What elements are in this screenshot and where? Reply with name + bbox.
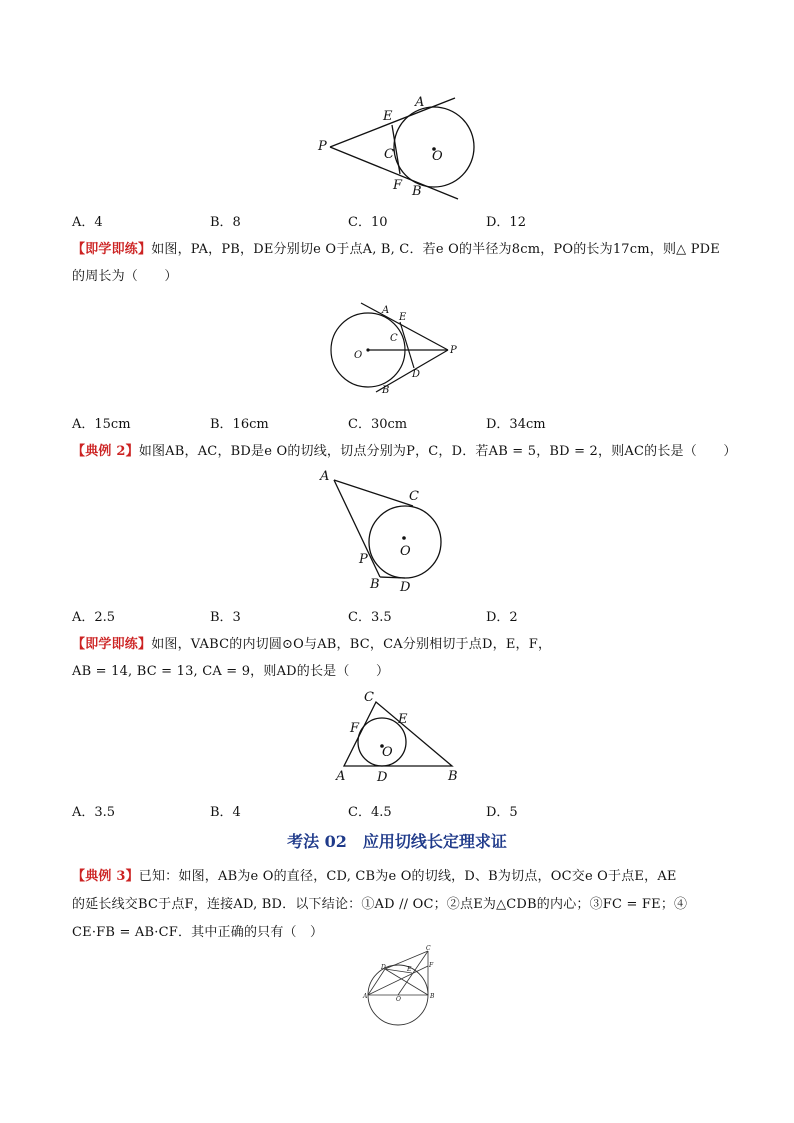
- circle-o: [369, 506, 441, 578]
- option-c[interactable]: C．10: [348, 215, 388, 230]
- example-3-line-2: [72, 893, 687, 912]
- option-c[interactable]: C．3.5: [348, 610, 392, 625]
- label-o: O: [354, 350, 363, 361]
- tangent-line-ac: [334, 480, 413, 506]
- center-point: [402, 536, 406, 540]
- practice-2-text-1: 如图，VABC的内切圆⊙O与AB，BC，CA分别相切于点D，E，F，: [151, 637, 552, 652]
- figure-3-tangent-diagram: [315, 466, 455, 596]
- practice-1-text-2: 的周长为（ ）: [72, 269, 178, 284]
- practice-2-line-1: [72, 633, 551, 652]
- label-f: F: [429, 962, 434, 969]
- label-o: O: [396, 996, 401, 1003]
- option-a[interactable]: A．2.5: [72, 610, 116, 625]
- option-a[interactable]: A．3.5: [72, 805, 116, 820]
- label-d: D: [377, 770, 388, 785]
- label-c: C: [384, 147, 394, 162]
- label-b: B: [430, 993, 435, 1000]
- label-o: O: [400, 544, 411, 559]
- option-b[interactable]: B．16cm: [210, 417, 269, 432]
- label-c: C: [364, 690, 374, 705]
- example-3-text-2: 的延长线交BC于点F，连接AD, BD．以下结论：①AD // OC；②点E为△CDB的内心；③FC = FE；④: [72, 897, 688, 912]
- label-a: A: [320, 469, 330, 484]
- tangent-line-ap: [334, 480, 380, 577]
- label-o: O: [382, 745, 393, 760]
- line-af: [368, 966, 428, 995]
- label-a: A: [336, 769, 346, 784]
- practice-tag: 【即学即练】: [72, 242, 152, 257]
- label-c: C: [409, 489, 419, 504]
- label-b: B: [448, 769, 458, 784]
- label-a: A: [363, 993, 368, 1000]
- option-a[interactable]: A．15cm: [72, 417, 131, 432]
- label-e: E: [407, 966, 412, 973]
- option-d[interactable]: D．2: [486, 610, 518, 625]
- label-p: P: [318, 139, 327, 154]
- label-e: E: [399, 312, 407, 323]
- option-a[interactable]: A．4: [72, 215, 103, 230]
- example-3-line-3: [72, 921, 323, 940]
- label-a: A: [382, 305, 390, 316]
- label-e: E: [398, 712, 408, 727]
- example-2-line-1: [72, 440, 737, 459]
- label-b: B: [370, 577, 380, 592]
- option-b[interactable]: B．3: [210, 610, 241, 625]
- figure-2-tangent-diagram: [326, 300, 466, 400]
- label-b: B: [412, 184, 422, 199]
- center-point: [366, 348, 369, 351]
- section-title: 考法 02 应用切线长定理求证: [287, 832, 507, 851]
- practice-1-line-1: [72, 238, 720, 257]
- option-d[interactable]: D．12: [486, 215, 526, 230]
- option-b[interactable]: B．4: [210, 805, 241, 820]
- figure-1-tangent-diagram: [310, 92, 480, 202]
- label-c: C: [390, 333, 398, 344]
- practice-tag: 【即学即练】: [72, 637, 152, 652]
- example-2-text-1: 如图AB，AC，BD是e O的切线，切点分别为P，C，D．若AB = 5，BD = 2，则AC的长是（ ）: [138, 444, 737, 459]
- example-3-text-1: 已知：如图，AB为e O的直径，CD, CB为e O的切线，D、B为切点，OC交e O于点E，AE: [138, 869, 677, 884]
- option-d[interactable]: D．5: [486, 805, 518, 820]
- tangent-line-bd: [380, 577, 405, 578]
- option-b[interactable]: B．8: [210, 215, 241, 230]
- practice-1-line-2: [72, 265, 178, 284]
- label-d: D: [400, 580, 411, 595]
- label-d: D: [412, 369, 421, 380]
- tangent-line-pa: [330, 98, 455, 147]
- example-tag: 【典例 3】: [72, 869, 139, 884]
- figure-5-diameter-tangent-diagram: [360, 943, 440, 1028]
- label-o: O: [432, 149, 443, 164]
- example-tag: 【典例 2】: [72, 444, 139, 459]
- option-c[interactable]: C．30cm: [348, 417, 408, 432]
- label-e: E: [383, 109, 393, 124]
- practice-2-text-2: AB = 14, BC = 13, CA = 9，则AD的长是（ ）: [72, 664, 390, 679]
- practice-1-text-1: 如图，PA，PB，DE分别切e O于点A, B, C．若e O的半径为8cm，PO的长为17cm，则△ PDE: [151, 242, 720, 257]
- practice-2-line-2: [72, 660, 389, 679]
- label-c: C: [426, 945, 431, 952]
- example-3-text-3: CE·FB = AB·CF．其中正确的只有（ ）: [72, 925, 324, 940]
- circle-o: [394, 107, 474, 187]
- label-p: P: [450, 345, 457, 356]
- example-3-line-1: [72, 865, 677, 884]
- label-f: F: [350, 721, 360, 736]
- option-d[interactable]: D．34cm: [486, 417, 546, 432]
- tangent-line-ed: [400, 322, 414, 368]
- label-d: D: [381, 964, 386, 971]
- label-f: F: [393, 178, 403, 193]
- label-b: B: [382, 385, 390, 396]
- option-c[interactable]: C．4.5: [348, 805, 392, 820]
- figure-4-incircle-diagram: [330, 686, 470, 786]
- label-a: A: [415, 95, 425, 110]
- label-p: P: [359, 552, 368, 567]
